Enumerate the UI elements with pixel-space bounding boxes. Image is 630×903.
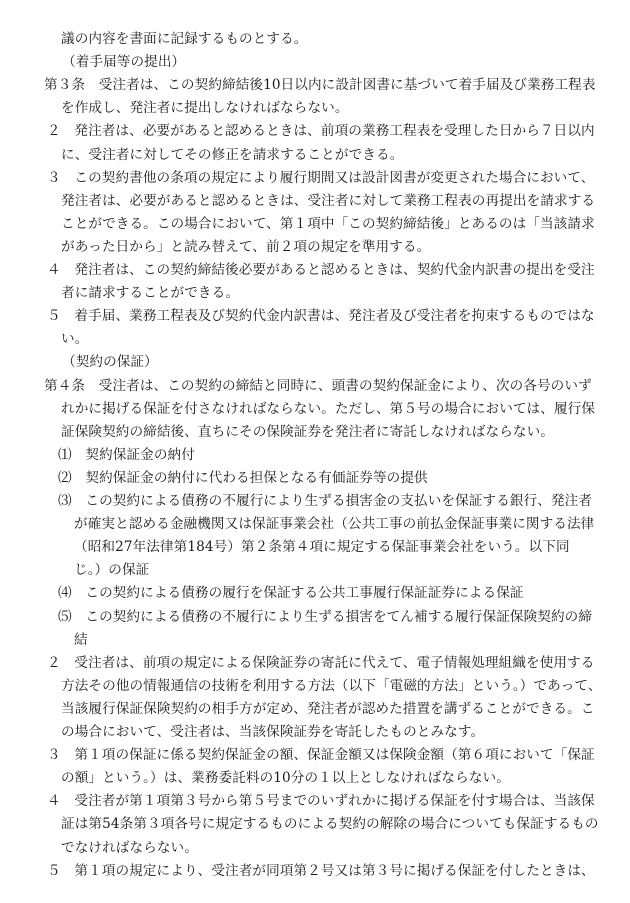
- text-line-cont: 証は第54条第３項各号に規定するものによる契約の解除の場合についても保証するもの: [61, 816, 599, 833]
- text-line-cont: の額」という。）は、業務委託料の10分の１以上としなければならない。: [61, 770, 510, 787]
- text-line-cont: に、受注者に対してその修正を請求することができる。: [61, 146, 404, 163]
- text-line-para: ４ 発注者は、この契約締結後必要があると認めるときは、契約代金内訳書の提出を受注: [47, 262, 595, 278]
- text-line-cont: 発注者は、必要があると認めるときは、受注者に対して業務工程表の再提出を請求する: [61, 192, 596, 209]
- text-line-item: ⑶ この契約による債務の不履行により生ずる損害金の支払いを保証する銀行、発注者: [58, 493, 593, 509]
- text-line-itemc: （昭和27年法律第184号）第２条第４項に規定する保証事業会社をいう。以下同: [74, 539, 570, 556]
- text-line-para: ３ 第１項の保証に係る契約保証金の額、保証金額又は保険金額（第６項において「保証: [47, 747, 595, 764]
- text-line-para: ４ 受注者が第１項第３号から第５号までのいずれかに掲げる保証を付す場合は、当該保: [47, 793, 595, 810]
- text-line-article: 第４条 受注者は、この契約の締結と同時に、頭書の契約保証金により、次の各号のいず: [44, 377, 592, 394]
- text-line-para: ５ 着手届、業務工程表及び契約代金内訳書は、発注者及び受注者を拘束するものではな: [47, 308, 595, 325]
- text-line-heading: （着手届等の提出）: [62, 54, 186, 71]
- text-line-cont: れかに掲げる保証を付さなければならない。ただし、第５号の場合においては、履行保: [61, 400, 596, 417]
- text-line-cont: を作成し、発注者に提出しなければならない。: [61, 100, 349, 117]
- text-line-cont: ことができる。この場合において、第１項中「この契約締結後」とあるのは「当該請求: [61, 215, 595, 232]
- text-line-article: 第３条 受注者は、この契約締結後10日以内に設計図書に基づいて着手届及び業務工程表: [44, 77, 596, 94]
- text-line-cont: でなければならない。: [61, 839, 198, 856]
- text-line-cont: 証保険契約の締結後、直ちにその保険証券を発注者に寄託しなければならない。: [61, 423, 554, 440]
- text-line-item: ⑸ この契約による債務の不履行により生ずる損害をてん補する履行保証保険契約の締: [58, 608, 593, 625]
- text-line-cont: い。: [61, 331, 89, 348]
- text-line-itemc: が確実と認める金融機関又は保証事業会社（公共工事の前払金保証事業に関する法律: [74, 516, 595, 533]
- text-line-para: ２ 発注者は、必要があると認めるときは、前項の業務工程表を受理した日から７日以内: [47, 123, 595, 140]
- text-line-cont: があった日から」と読み替えて、前２項の規定を準用する。: [61, 238, 431, 255]
- text-line-item: ⑵ 契約保証金の納付に代わる担保となる有価証券等の提供: [58, 469, 428, 486]
- text-line-item: ⑷ この契約による債務の履行を保証する公共工事履行保証証券による保証: [58, 585, 524, 602]
- text-line-para: ３ この契約書他の条項の規定により履行期間又は設計図書が変更された場合において、: [47, 169, 595, 186]
- text-line-cont: 議の内容を書面に記録するものとする。: [61, 31, 308, 47]
- text-line-item: ⑴ 契約保証金の納付: [58, 446, 195, 463]
- text-line-cont: 者に請求することができる。: [61, 285, 240, 302]
- text-line-cont: 方法その他の情報通信の技術を利用する方法（以下「電磁的方法」という。）であって、: [61, 677, 602, 694]
- text-line-para: ５ 第１項の規定により、受注者が同項第２号又は第３号に掲げる保証を付したときは、: [47, 862, 595, 879]
- text-line-cont: の場合において、受注者は、当該保険証券を寄託したものとみなす。: [61, 724, 485, 740]
- text-line-itemc: じ。）の保証: [74, 562, 150, 579]
- text-line-itemc: 結: [74, 631, 88, 648]
- text-line-cont: 当該履行保証保険契約の相手方が定め、発注者が認めた措置を講ずることができる。こ: [61, 700, 595, 717]
- text-line-heading: （契約の保証）: [62, 354, 158, 371]
- text-line-para: ２ 受注者は、前項の規定による保険証券の寄託に代えて、電子情報処理組織を使用する: [47, 654, 595, 671]
